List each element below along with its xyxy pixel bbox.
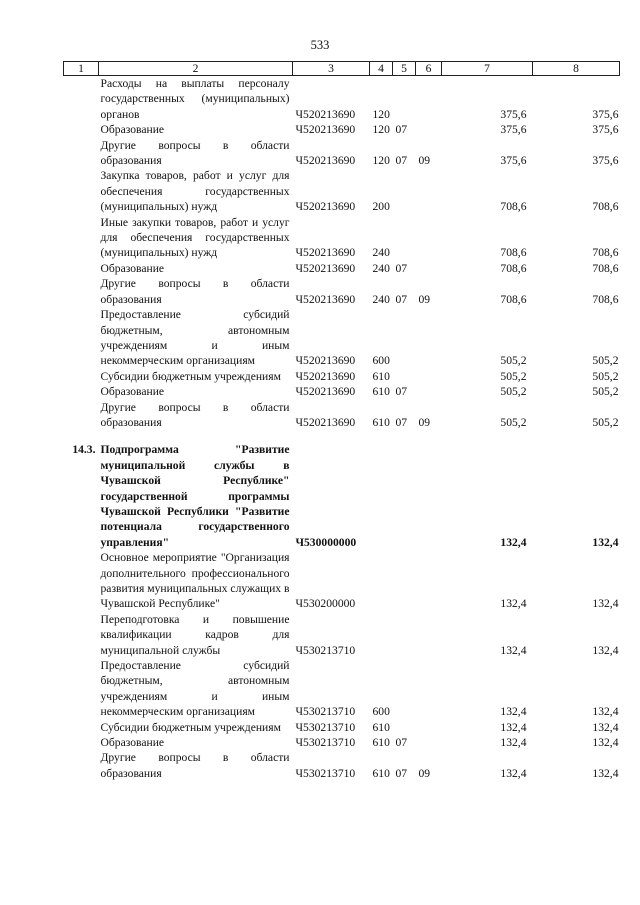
row-col-5: 07 bbox=[395, 292, 408, 306]
row-code: Ч520213690 bbox=[295, 369, 356, 383]
row-code: Ч520213690 bbox=[295, 154, 356, 168]
row-name: Подпрограмма "Развитие муниципальной службы в Чувашской Республике" государственной программы Чувашской Республики "Развитие потенциала государственного управления" bbox=[100, 443, 290, 549]
row-amount-7: 132,4 bbox=[500, 736, 527, 750]
row-col-6 bbox=[416, 168, 442, 214]
row-amount-7: 375,6 bbox=[500, 123, 527, 137]
table-row bbox=[64, 384, 620, 399]
row-amount-7: 132,4 bbox=[500, 766, 527, 780]
row-name: Расходы на выплаты персоналу государственных (муниципальных) органов bbox=[100, 77, 290, 121]
row-col-5 bbox=[393, 612, 416, 658]
row-code: Ч520213690 bbox=[295, 200, 356, 214]
row-amount-7: 708,6 bbox=[500, 246, 527, 260]
table-row bbox=[64, 735, 620, 750]
row-amount-7: 375,6 bbox=[500, 154, 527, 168]
row-col-5 bbox=[393, 307, 416, 369]
row-number bbox=[64, 307, 99, 369]
row-name: Основное мероприятие "Организация дополнительного профессионального развития муниципальных служащих в Чувашской Республике" bbox=[100, 551, 290, 611]
row-name: Субсидии бюджетным учреждениям bbox=[100, 720, 281, 734]
row-code: Ч530213710 bbox=[295, 736, 356, 750]
row-number bbox=[64, 735, 99, 750]
table-row bbox=[64, 168, 620, 214]
row-number: 14.3. bbox=[72, 443, 96, 457]
row-number bbox=[64, 369, 99, 384]
row-code: Ч520213690 bbox=[295, 292, 356, 306]
row-col-4: 200 bbox=[372, 200, 390, 214]
row-number bbox=[64, 550, 99, 612]
header-col-2: 2 bbox=[99, 62, 293, 76]
row-col-6 bbox=[416, 658, 442, 720]
row-amount-7: 132,4 bbox=[500, 597, 527, 611]
row-col-6 bbox=[416, 720, 442, 735]
row-number bbox=[64, 750, 99, 781]
row-col-6 bbox=[416, 612, 442, 658]
row-code: Ч530213710 bbox=[295, 720, 356, 734]
row-amount-8: 132,4 bbox=[592, 597, 619, 611]
row-name: Другие вопросы в области образования bbox=[100, 751, 290, 780]
row-col-5 bbox=[393, 168, 416, 214]
row-col-5 bbox=[393, 658, 416, 720]
row-amount-7: 708,6 bbox=[500, 261, 527, 275]
table-row bbox=[64, 215, 620, 261]
row-code: Ч520213690 bbox=[295, 246, 356, 260]
row-number bbox=[64, 276, 99, 307]
row-col-4: 610 bbox=[372, 720, 390, 734]
row-col-4: 120 bbox=[372, 107, 390, 121]
row-col-6: 09 bbox=[418, 415, 431, 429]
row-number bbox=[64, 658, 99, 720]
row-amount-8: 505,2 bbox=[592, 415, 619, 429]
row-code: Ч520213690 bbox=[295, 354, 356, 368]
row-col-4 bbox=[370, 550, 393, 612]
header-col-6: 6 bbox=[416, 62, 442, 76]
row-col-5: 07 bbox=[395, 766, 408, 780]
row-col-6: 09 bbox=[418, 292, 431, 306]
row-code: Ч520213690 bbox=[295, 123, 356, 137]
row-col-4: 610 bbox=[372, 385, 390, 399]
table-row bbox=[64, 138, 620, 169]
row-code: Ч530213710 bbox=[295, 705, 356, 719]
row-col-6 bbox=[416, 550, 442, 612]
header-col-5: 5 bbox=[393, 62, 416, 76]
row-col-6 bbox=[416, 261, 442, 276]
row-name: Образование bbox=[100, 736, 165, 750]
row-number bbox=[64, 122, 99, 137]
row-number bbox=[64, 720, 99, 735]
row-col-4: 600 bbox=[372, 705, 390, 719]
table-row bbox=[64, 400, 620, 431]
row-name: Образование bbox=[100, 123, 165, 137]
row-col-4: 610 bbox=[372, 766, 390, 780]
spacer-cell bbox=[64, 430, 620, 442]
table-row bbox=[64, 658, 620, 720]
row-col-5: 07 bbox=[395, 123, 408, 137]
row-col-4: 240 bbox=[372, 292, 390, 306]
row-col-5: 07 bbox=[395, 154, 408, 168]
row-amount-8: 505,2 bbox=[592, 369, 619, 383]
row-col-6 bbox=[416, 735, 442, 750]
row-col-5: 07 bbox=[395, 261, 408, 275]
row-col-4 bbox=[370, 442, 393, 550]
budget-table bbox=[63, 61, 620, 781]
row-name: Иные закупки товаров, работ и услуг для обеспечения государственных (муниципальных) нужд bbox=[100, 215, 290, 260]
row-number bbox=[64, 76, 99, 123]
row-code: Ч520213690 bbox=[295, 415, 356, 429]
table-row bbox=[64, 307, 620, 369]
table-row bbox=[64, 442, 620, 550]
row-amount-8: 132,4 bbox=[592, 535, 619, 549]
row-code: Ч530213710 bbox=[295, 643, 356, 657]
row-name: Переподготовка и повышение квалификации кадров для муниципальной службы bbox=[100, 612, 290, 657]
row-col-6 bbox=[416, 369, 442, 384]
row-code: Ч530213710 bbox=[295, 766, 356, 780]
row-col-6: 09 bbox=[418, 154, 431, 168]
row-col-6 bbox=[416, 384, 442, 399]
table-row bbox=[64, 369, 620, 384]
row-col-4: 120 bbox=[372, 154, 390, 168]
row-col-6: 09 bbox=[418, 766, 431, 780]
row-number bbox=[64, 215, 99, 261]
row-col-5 bbox=[393, 76, 416, 123]
row-amount-8: 132,4 bbox=[592, 720, 619, 734]
row-number bbox=[64, 400, 99, 431]
row-col-6 bbox=[416, 122, 442, 137]
row-number bbox=[64, 384, 99, 399]
row-amount-7: 505,2 bbox=[500, 369, 527, 383]
row-col-5 bbox=[393, 369, 416, 384]
row-col-4: 240 bbox=[372, 261, 390, 275]
row-col-4: 120 bbox=[372, 123, 390, 137]
row-name: Закупка товаров, работ и услуг для обеспечения государственных (муниципальных) нужд bbox=[100, 169, 290, 214]
table-row bbox=[64, 750, 620, 781]
header-col-3: 3 bbox=[293, 62, 370, 76]
row-code: Ч520213690 bbox=[295, 385, 356, 399]
row-amount-8: 375,6 bbox=[592, 123, 619, 137]
row-amount-8: 505,2 bbox=[592, 354, 619, 368]
row-col-5 bbox=[393, 720, 416, 735]
row-name: Образование bbox=[100, 261, 165, 275]
row-col-5 bbox=[393, 442, 416, 550]
table-row bbox=[64, 720, 620, 735]
header-col-1: 1 bbox=[64, 62, 99, 76]
row-amount-8: 132,4 bbox=[592, 643, 619, 657]
header-col-7: 7 bbox=[442, 62, 533, 76]
row-amount-8: 132,4 bbox=[592, 736, 619, 750]
row-col-5: 07 bbox=[395, 385, 408, 399]
row-amount-8: 132,4 bbox=[592, 766, 619, 780]
row-col-5: 07 bbox=[395, 736, 408, 750]
row-name: Другие вопросы в области образования bbox=[100, 277, 290, 306]
row-amount-7: 505,2 bbox=[500, 354, 527, 368]
row-amount-8: 375,6 bbox=[592, 107, 619, 121]
table-header bbox=[64, 62, 620, 76]
table-body bbox=[64, 76, 620, 782]
row-col-4 bbox=[370, 612, 393, 658]
row-name: Образование bbox=[100, 385, 165, 399]
row-col-4: 610 bbox=[372, 736, 390, 750]
header-col-4: 4 bbox=[370, 62, 393, 76]
row-amount-7: 132,4 bbox=[500, 643, 527, 657]
row-code: Ч530200000 bbox=[295, 597, 356, 611]
row-col-5 bbox=[393, 550, 416, 612]
row-col-4: 610 bbox=[372, 369, 390, 383]
table-row bbox=[64, 122, 620, 137]
row-amount-7: 375,6 bbox=[500, 107, 527, 121]
row-number bbox=[64, 138, 99, 169]
row-col-6 bbox=[416, 215, 442, 261]
row-name: Другие вопросы в области образования bbox=[100, 400, 290, 429]
table-row bbox=[64, 550, 620, 612]
row-col-4: 600 bbox=[372, 354, 390, 368]
row-col-6 bbox=[416, 307, 442, 369]
row-amount-7: 505,2 bbox=[500, 415, 527, 429]
row-amount-8: 708,6 bbox=[592, 261, 619, 275]
row-col-4: 240 bbox=[372, 246, 390, 260]
row-col-5 bbox=[393, 215, 416, 261]
row-col-5: 07 bbox=[395, 415, 408, 429]
row-col-4: 610 bbox=[372, 415, 390, 429]
row-name: Субсидии бюджетным учреждениям bbox=[100, 369, 281, 383]
row-amount-7: 132,4 bbox=[500, 535, 527, 549]
row-code: Ч530000000 bbox=[295, 535, 357, 549]
row-number bbox=[64, 612, 99, 658]
row-code: Ч520213690 bbox=[295, 261, 356, 275]
row-name: Предоставление субсидий бюджетным, автономным учреждениям и иным некоммерческим организациям bbox=[100, 659, 290, 719]
row-number bbox=[64, 261, 99, 276]
row-amount-7: 708,6 bbox=[500, 200, 527, 214]
row-col-6 bbox=[416, 76, 442, 123]
row-amount-8: 505,2 bbox=[592, 385, 619, 399]
row-number bbox=[64, 168, 99, 214]
table-row bbox=[64, 76, 620, 123]
row-amount-7: 505,2 bbox=[500, 385, 527, 399]
row-amount-8: 708,6 bbox=[592, 200, 619, 214]
table-row bbox=[64, 261, 620, 276]
page-number: 533 bbox=[310, 38, 330, 52]
row-amount-7: 708,6 bbox=[500, 292, 527, 306]
row-amount-8: 132,4 bbox=[592, 705, 619, 719]
row-col-6 bbox=[416, 442, 442, 550]
row-amount-7: 132,4 bbox=[500, 720, 527, 734]
header-row bbox=[64, 62, 620, 76]
row-amount-8: 708,6 bbox=[592, 246, 619, 260]
row-name: Другие вопросы в области образования bbox=[100, 138, 290, 168]
row-amount-8: 708,6 bbox=[592, 292, 619, 306]
row-name: Предоставление субсидий бюджетным, автономным учреждениям и иным некоммерческим организациям bbox=[100, 308, 290, 368]
spacer-row bbox=[64, 430, 620, 442]
table-row bbox=[64, 276, 620, 307]
row-code: Ч520213690 bbox=[295, 107, 356, 121]
row-amount-7: 132,4 bbox=[500, 705, 527, 719]
table-row bbox=[64, 612, 620, 658]
row-amount-8: 375,6 bbox=[592, 154, 619, 168]
header-col-8: 8 bbox=[533, 62, 620, 76]
